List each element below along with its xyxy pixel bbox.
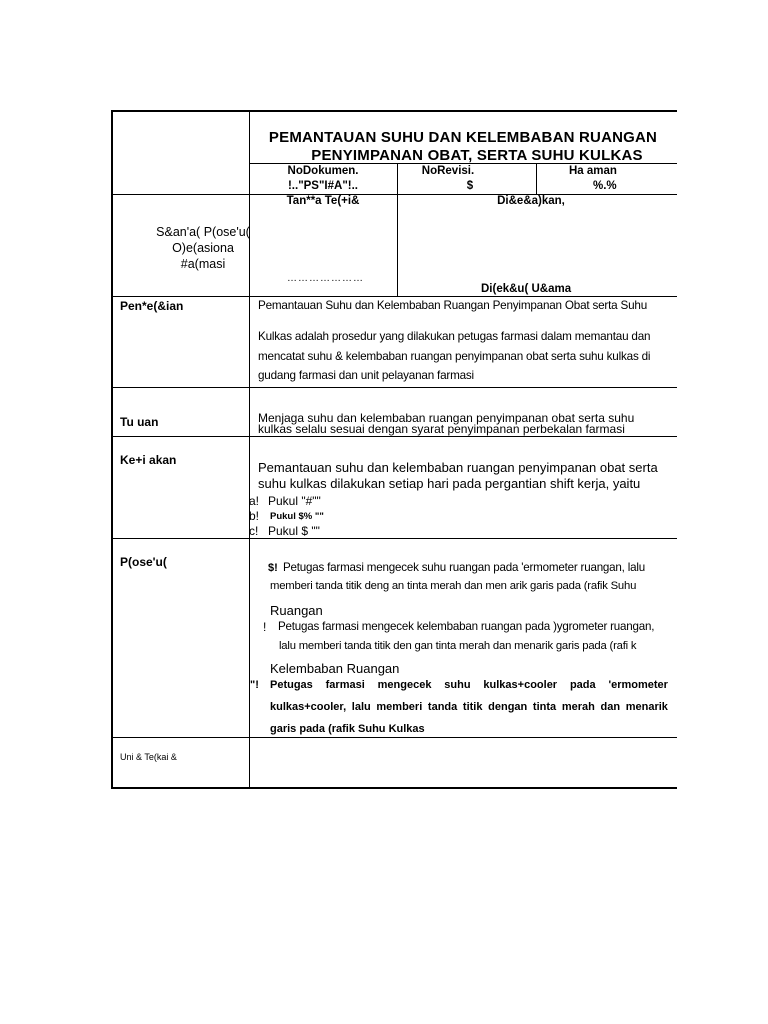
row-divider-unit-terkait (111, 737, 677, 738)
halaman-label: Ha aman (569, 165, 617, 177)
ditetapkan-label: Di&e&a)kan, (497, 195, 565, 207)
prosedur-step3-line2-word: dan (600, 701, 621, 713)
tanggal-terbit-label: Tan**a Te(+i& (286, 195, 360, 207)
prosedur-step3-line1-word: pada (569, 679, 596, 691)
prosedur-step3-line2-word: titik (462, 701, 483, 713)
kebijakan-line1: Pemantauan suhu dan kelembaban ruangan penyimpanan obat serta (258, 460, 658, 475)
prosedur-step3-marker: "! (250, 679, 259, 691)
document-title-line2: PENYIMPANAN OBAT, SERTA SUHU KULKAS (311, 147, 643, 164)
kebijakan-item-b-marker: b! (249, 509, 260, 523)
frame-bottom (111, 787, 677, 789)
direktur-label: Di(ek&u( U&ama (481, 283, 572, 295)
row-divider-prosedur (111, 538, 677, 539)
prosedur-label: P(ose'u( (120, 555, 167, 569)
document-title-line1: PEMANTAUAN SUHU DAN KELEMBABAN RUANGAN (268, 129, 658, 146)
kebijakan-item-c-marker: c! (249, 524, 259, 538)
frame-top (111, 110, 677, 112)
signature-dotted-line: ………………… (287, 273, 364, 284)
prosedur-step3-line3: garis pada (rafik Suhu Kulkas (270, 723, 425, 735)
kebijakan-label: Ke+i akan (120, 453, 177, 467)
frame-left (111, 110, 113, 789)
spo-label-line3: #a(masi (180, 257, 226, 271)
pengertian-label: Pen*e(&ian (120, 299, 184, 313)
no-revisi-value: $ (466, 180, 474, 192)
prosedur-step3-line1-word: suhu (444, 679, 471, 691)
prosedur-step3-line1-word: Petugas (270, 679, 313, 691)
prosedur-step3-line1-word: 'ermometer (608, 679, 668, 691)
kebijakan-item-a-marker: a! (249, 494, 260, 508)
pengertian-line2: Kulkas adalah prosedur yang dilakukan petugas farmasi dalam memantau dan (258, 330, 651, 343)
prosedur-step2-line1: Petugas farmasi mengecek kelembaban ruangan pada )ygrometer ruangan, (278, 620, 655, 633)
prosedur-step3-line2-word: menarik (625, 701, 668, 713)
tujuan-line1: Menjaga suhu dan kelembaban ruangan penyimpanan obat serta suhu (258, 411, 635, 425)
no-dokumen-value: !.."PS"I#A"!.. (287, 180, 359, 192)
prosedur-step1-line3: Ruangan (270, 603, 323, 618)
kebijakan-item-b-text: Pukul $% "" (270, 511, 324, 522)
prosedur-step1-line1: Petugas farmasi mengecek suhu ruangan pada 'ermometer ruangan, lalu (283, 561, 645, 574)
prosedur-step3-line2-word: tanda (427, 701, 458, 713)
prosedur-step3-line2-word: memberi (376, 701, 423, 713)
unit-terkait-label: Uni & Te(kai & (120, 752, 177, 762)
row-divider-kebijakan (111, 436, 677, 437)
prosedur-step1-marker: $! (268, 562, 278, 574)
prosedur-step3-line2-word: dengan (488, 701, 528, 713)
pengertian-line3: mencatat suhu & kelembaban ruangan penyimpanan obat serta suhu kulkas di (258, 350, 651, 363)
kebijakan-item-a-text: Pukul "#"" (268, 494, 321, 508)
prosedur-step2-line3: Kelembaban Ruangan (270, 661, 400, 676)
prosedur-step1-line2: memberi tanda titik deng an tinta merah dan men arik garis pada (rafik Suhu (270, 580, 637, 592)
spo-label-line2: O)e(asiona (172, 241, 234, 255)
prosedur-step2-marker: ! (263, 620, 267, 634)
prosedur-step3-line1-word: farmasi (325, 679, 365, 691)
kebijakan-line2: suhu kulkas dilakukan setiap hari pada pergantian shift kerja, yaitu (258, 476, 641, 491)
prosedur-step3-line1-word: mengecek (377, 679, 432, 691)
pengertian-line4: gudang farmasi dan unit pelayanan farmasi (258, 369, 474, 382)
row-divider-tujuan (111, 387, 677, 388)
prosedur-step2-line2: lalu memberi tanda titik den gan tinta merah dan menarik garis pada (rafi k (279, 640, 637, 652)
no-revisi-label: NoRevisi. (421, 165, 475, 177)
tujuan-label: Tu uan (120, 415, 159, 429)
kebijakan-item-c-text: Pukul $ "" (268, 524, 320, 538)
tujuan-line2: kulkas selalu sesuai dengan syarat penyimpanan perbekalan farmasi (258, 422, 625, 436)
prosedur-step3-line2-word: tinta (532, 701, 557, 713)
spo-label-line1: S&an'a( P(ose'u( (156, 225, 250, 239)
prosedur-step3-line2-word: merah (561, 701, 595, 713)
prosedur-step3-line1-word: kulkas+cooler (483, 679, 558, 691)
prosedur-step3-line2-word: kulkas+cooler, (270, 701, 347, 713)
pengertian-line1: Pemantauan Suhu dan Kelembaban Ruangan Penyimpanan Obat serta Suhu (258, 299, 648, 312)
no-dokumen-label: NoDokumen. (287, 165, 359, 177)
row-divider-pengertian (111, 296, 677, 297)
prosedur-step3-line2-word: lalu (351, 701, 371, 713)
halaman-value: %.% (593, 180, 617, 192)
prosedur-step3-line2 (270, 701, 668, 713)
prosedur-step3-line1 (270, 679, 668, 691)
